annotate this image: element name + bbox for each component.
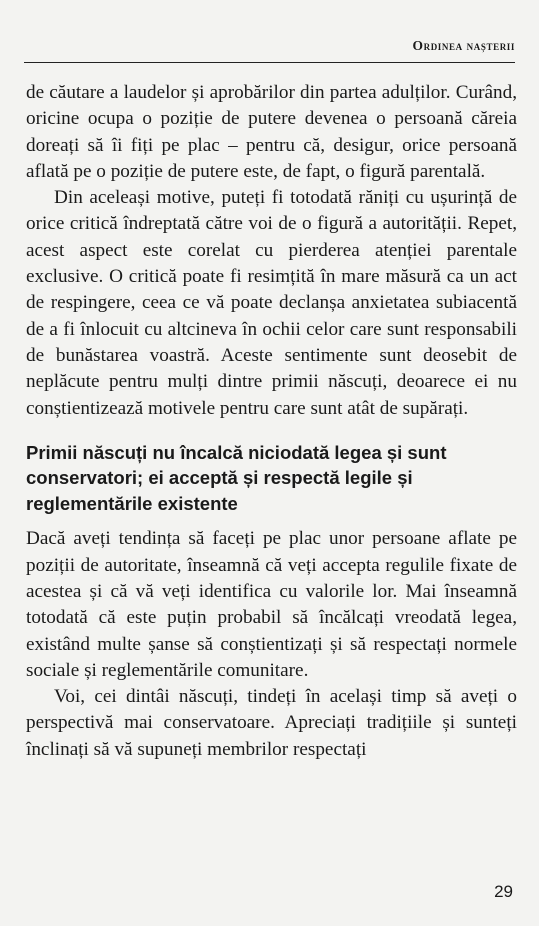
paragraph-continuation: de căutare a laudelor și aprobărilor din partea adulților. Curând, oricine ocupa o poziție de putere devenea o persoană căreia doreați să îi fiți pe plac – pentru că, desigur, orice persoană aflată pe o poziție de putere este, de fapt, o figură parentală. bbox=[26, 82, 517, 182]
paragraph: Din aceleași motive, puteți fi totodată răniți cu ușurință de orice critică îndreptată către voi de o figură a autorității. Repet, acest aspect este corelat cu pierderea atenției parentale exclusive. O critică poate fi resimțită în mare măsură ca un act de respingere, ceea ce vă poate declanșa anxietatea subiacentă de a fi înlocuit cu altcineva în ochii celor care sunt responsabili de bunăstarea voastră. Aceste sentimente sunt deosebit de neplăcute pentru mulți dintre primii născuți, deoarece ei nu conștientizează motivele pentru care sunt atât de supărați. bbox=[26, 187, 517, 419]
section-heading: Primii născuți nu încalcă niciodată legea și sunt conservatori; ei acceptă și respectă legile și reglementările existente bbox=[26, 441, 447, 514]
running-head: Ordinea nașterii bbox=[412, 38, 515, 53]
paragraph: Dacă aveți tendința să faceți pe plac unor persoane aflate pe poziții de autoritate, înseamnă că veți accepta regulile fixate de acestea și că vă veți identifica cu valorile lor. Mai înseamnă totodată că este puțin probabil să încălcați vreodată legea, existând multe șanse să conștientizați și să respectați normele sociale și reglementările comunitare. bbox=[26, 528, 517, 681]
page-body bbox=[26, 80, 517, 763]
page-number: 29 bbox=[494, 882, 513, 901]
paragraph: Voi, cei dintâi născuți, tindeți în același timp să aveți o perspectivă mai conservatoare. Apreciați tradițiile și sunteți înclinați să vă supuneți membrilor respectați bbox=[26, 686, 517, 760]
header-rule bbox=[24, 62, 515, 63]
